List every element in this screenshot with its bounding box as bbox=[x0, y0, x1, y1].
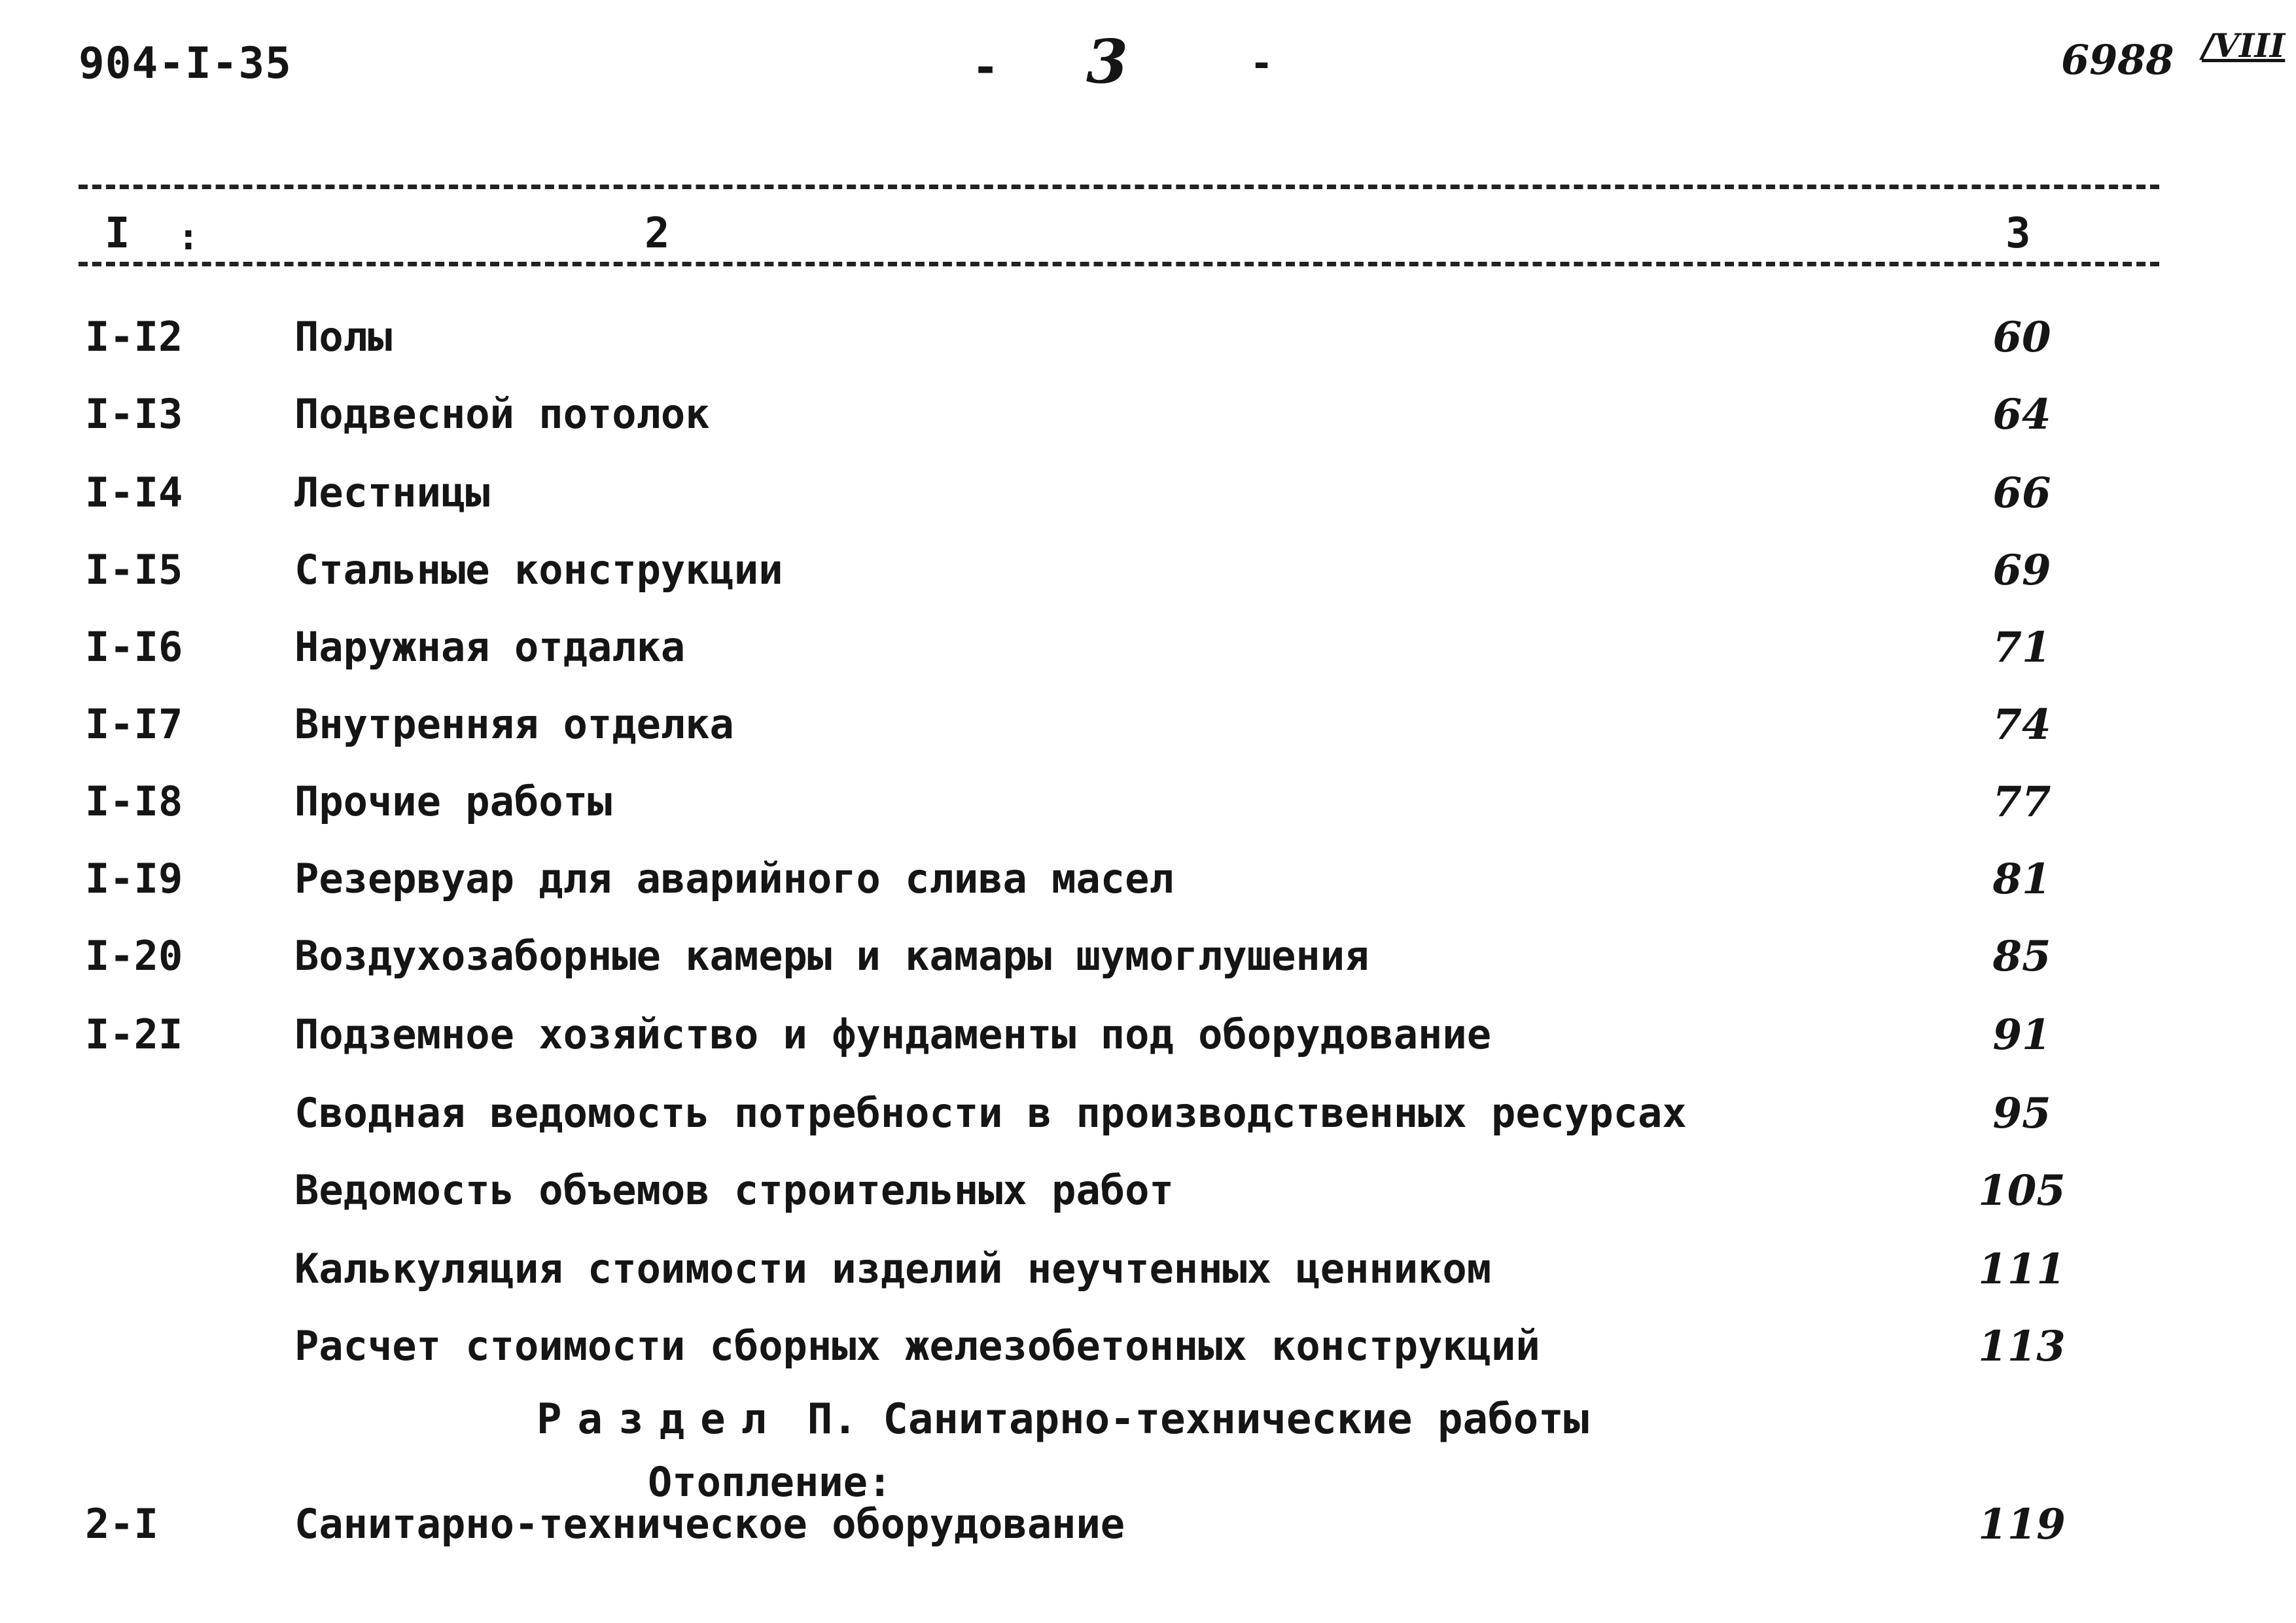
item-code: 2-I bbox=[85, 1500, 158, 1548]
item-page: 66 bbox=[1992, 469, 2051, 518]
table-header-rule bbox=[79, 262, 2159, 266]
item-page: 111 bbox=[1978, 1245, 2066, 1294]
item-page: 69 bbox=[1992, 546, 2051, 595]
item-title: Полы bbox=[294, 313, 393, 361]
page-number-dash-right: - bbox=[1250, 41, 1274, 86]
list-item bbox=[0, 313, 2296, 378]
list-item bbox=[0, 932, 2296, 997]
item-title: Стальные конструкции bbox=[294, 546, 783, 594]
item-title: Прочие работы bbox=[294, 777, 612, 825]
item-title: Лестницы bbox=[294, 469, 490, 516]
item-page: 119 bbox=[1978, 1500, 2066, 1549]
archive-suffix: /VIII bbox=[2202, 26, 2286, 65]
item-title: Сводная ведомость потребности в производственных ресурсах bbox=[294, 1089, 1687, 1137]
item-title: Подземное хозяйство и фундаменты под оборудование bbox=[294, 1010, 1492, 1058]
item-code: I-20 bbox=[85, 932, 183, 980]
list-item bbox=[0, 1245, 2296, 1310]
item-page: 74 bbox=[1992, 700, 2051, 749]
list-item bbox=[0, 1500, 2296, 1565]
archive-number: 6988 bbox=[2061, 36, 2174, 84]
item-page: 85 bbox=[1992, 932, 2051, 981]
list-item bbox=[0, 855, 2296, 920]
column-header-3: 3 bbox=[1999, 209, 2038, 258]
item-page: 77 bbox=[1992, 777, 2051, 827]
item-page: 105 bbox=[1978, 1166, 2066, 1215]
item-code: I-I3 bbox=[85, 390, 183, 438]
item-title: Наружная отдалка bbox=[294, 623, 686, 671]
list-item bbox=[0, 469, 2296, 534]
item-title: Внутренняя отделка bbox=[294, 700, 734, 748]
column-separator: : bbox=[173, 216, 203, 259]
item-page: 64 bbox=[1992, 390, 2051, 439]
list-item bbox=[0, 1089, 2296, 1154]
item-code: I-I7 bbox=[85, 700, 183, 748]
page-number: 3 bbox=[1086, 26, 1129, 97]
item-page: 81 bbox=[1992, 855, 2051, 904]
list-item bbox=[0, 1010, 2296, 1076]
section-title: П. Санитарно-технические работы bbox=[807, 1395, 1589, 1444]
section-label: Раздел bbox=[537, 1395, 783, 1444]
item-code: I-2I bbox=[85, 1010, 183, 1058]
item-title: Санитарно-техническое оборудование bbox=[294, 1500, 1125, 1548]
item-title: Подвесной потолок bbox=[294, 390, 710, 438]
list-item bbox=[0, 1322, 2296, 1387]
document-code: 904-I-35 bbox=[79, 38, 292, 88]
list-item bbox=[0, 777, 2296, 843]
section-heading bbox=[537, 1395, 1589, 1444]
item-title: Ведомость объемов строительных работ bbox=[294, 1166, 1174, 1214]
item-code: I-I4 bbox=[85, 469, 183, 516]
item-title: Расчет стоимости сборных железобетонных конструкций bbox=[294, 1322, 1540, 1370]
item-code: I-I9 bbox=[85, 855, 183, 902]
item-title: Воздухозаборные камеры и камары шумоглушения bbox=[294, 932, 1369, 980]
list-item bbox=[0, 623, 2296, 688]
column-header-1: I bbox=[98, 209, 137, 258]
subsection-heading: Отопление: bbox=[648, 1458, 892, 1506]
column-header-2: 2 bbox=[638, 209, 677, 258]
item-title: Калькуляция стоимости изделий неучтенных ценником bbox=[294, 1245, 1492, 1293]
page-number-dash-left: - bbox=[972, 41, 1000, 94]
item-code: I-I5 bbox=[85, 546, 183, 594]
item-page: 95 bbox=[1992, 1089, 2051, 1138]
list-item bbox=[0, 546, 2296, 611]
item-title: Резервуар для аварийного слива масел bbox=[294, 855, 1174, 902]
item-code: I-I6 bbox=[85, 623, 183, 671]
item-page: 91 bbox=[1992, 1010, 2051, 1060]
list-item bbox=[0, 390, 2296, 455]
item-page: 113 bbox=[1978, 1322, 2066, 1371]
table-top-rule bbox=[79, 185, 2159, 189]
list-item bbox=[0, 1166, 2296, 1232]
item-page: 71 bbox=[1992, 623, 2051, 672]
item-code: I-I8 bbox=[85, 777, 183, 825]
item-page: 60 bbox=[1992, 313, 2051, 362]
list-item bbox=[0, 700, 2296, 766]
item-code: I-I2 bbox=[85, 313, 183, 361]
